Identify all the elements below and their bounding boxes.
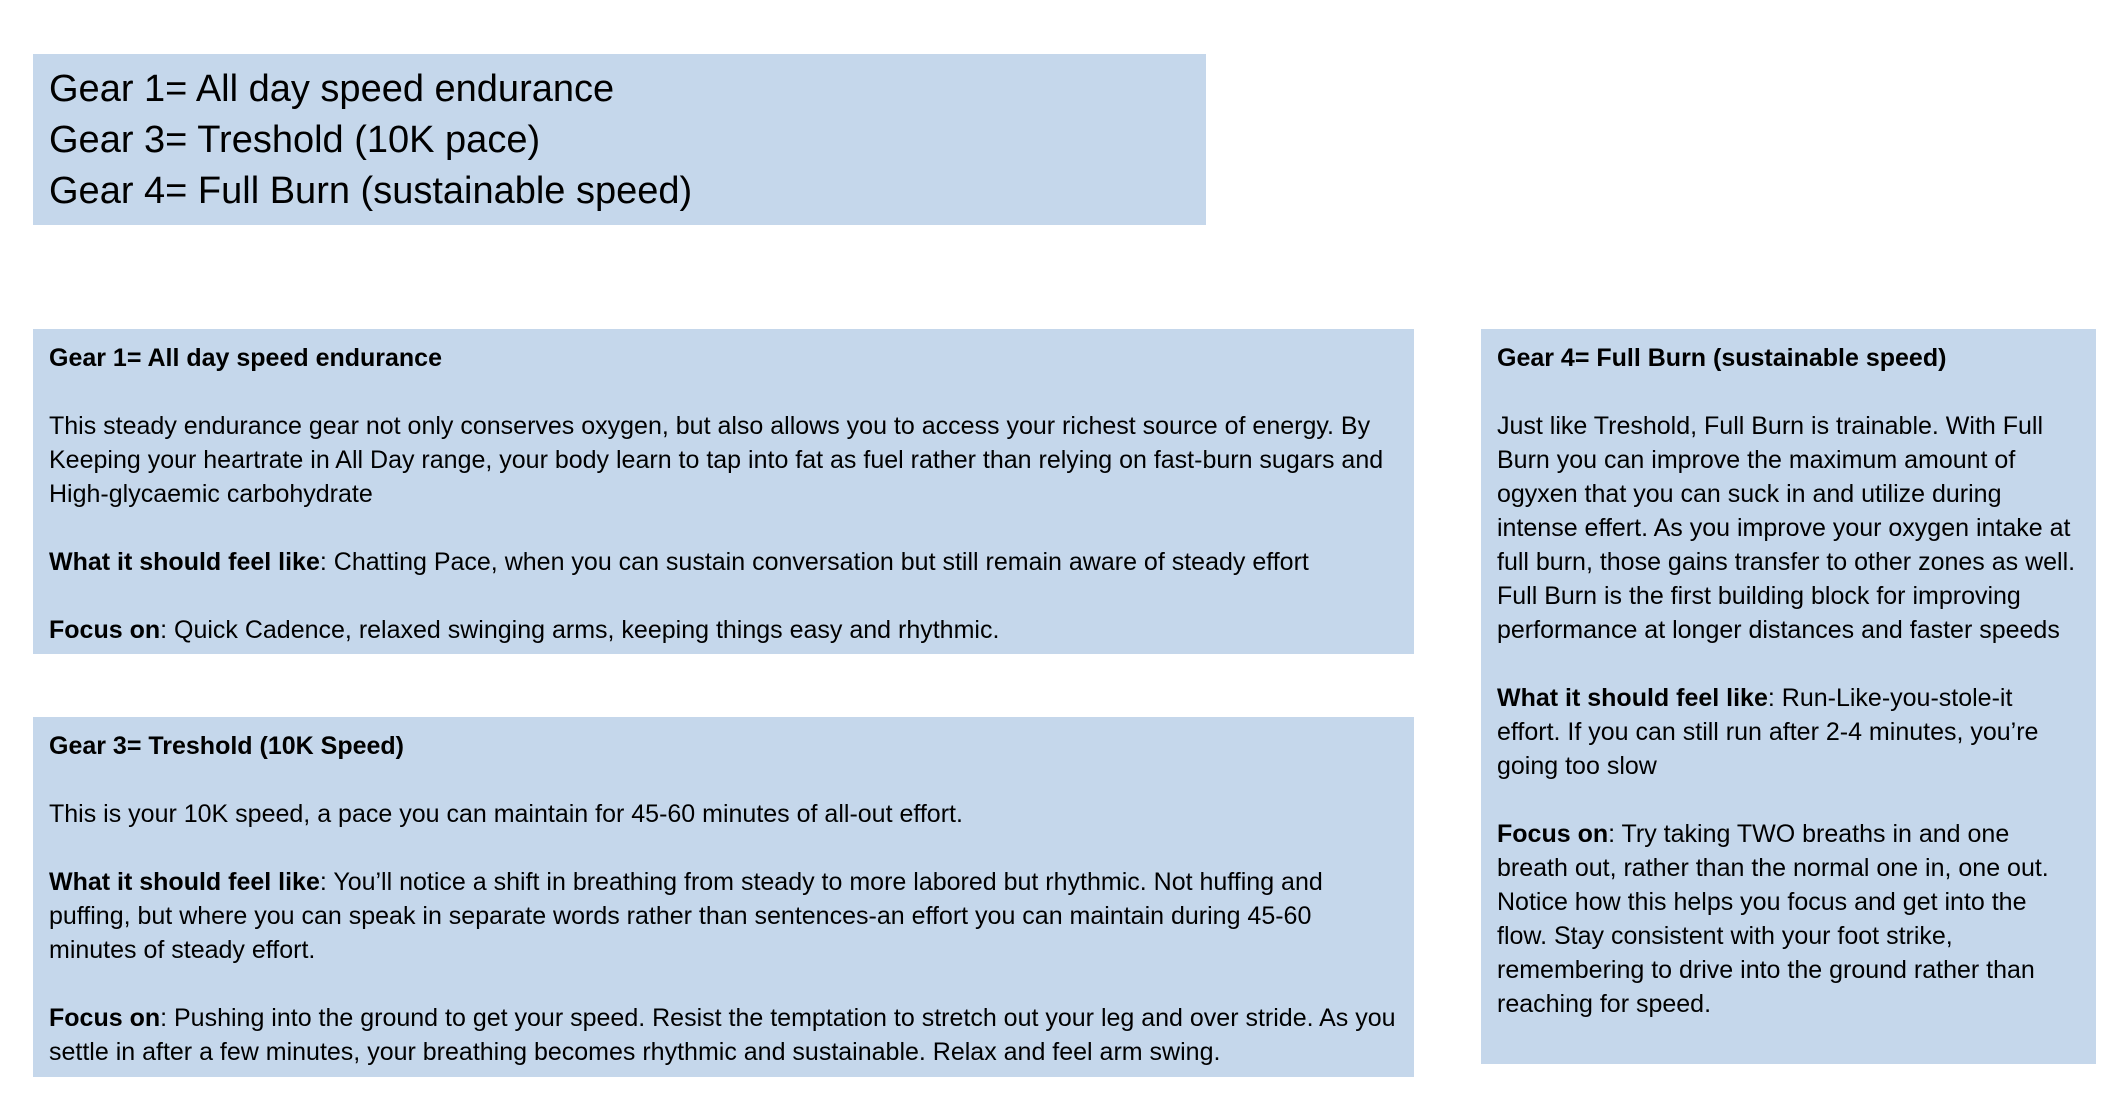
gear-4-focus [1497, 817, 2080, 1021]
gear-3-focus-label: Focus on [49, 1004, 161, 1032]
gear-3-feel [49, 865, 1398, 967]
gear-1-card [33, 329, 1414, 654]
gear-3-feel-label: What it should feel like [49, 868, 320, 896]
gear-1-title: Gear 1= All day speed endurance [49, 344, 442, 372]
gear-4-title: Gear 4= Full Burn (sustainable speed) [1497, 344, 1947, 372]
gear-1-description: This steady endurance gear not only conserves oxygen, but also allows you to access your richest source of energy. By Keeping your heartrate in All Day range, your body learn to tap into fat as fuel rather than relying on fast-burn sugars and High-glycaemic carbohydrate [49, 412, 1384, 508]
gear-3-card [33, 717, 1414, 1077]
gear-1-feel [49, 545, 1398, 579]
gear-4-focus-text: : Try taking TWO breaths in and one breath out, rather than the normal one in, one out. Notice how this helps you focus and get into the flow. Stay consistent with your foot strike, remembering to drive into the ground rather than reaching for speed. [1497, 820, 2049, 1018]
gear-3-feel-text: : You’ll notice a shift in breathing from steady to more labored but rhythmic. Not huffing and puffing, but where you can speak in separate words rather than sentences-an effort you can maintain during 45-60 minutes of steady effort. [49, 868, 1323, 964]
gear-4-feel [1497, 681, 2080, 783]
gear-3-title: Gear 3= Treshold (10K Speed) [49, 732, 404, 760]
summary-line-gear-4: Gear 4= Full Burn (sustainable speed) [49, 170, 693, 212]
gear-4-card [1481, 329, 2096, 1064]
gear-4-feel-text: : Run-Like-you-stole-it effort. If you can still run after 2-4 minutes, you’re going too slow [1497, 684, 2039, 780]
gear-summary-box [33, 54, 1206, 225]
summary-line-gear-1: Gear 1= All day speed endurance [49, 68, 615, 110]
gear-1-focus-text: : Quick Cadence, relaxed swinging arms, keeping things easy and rhythmic. [160, 616, 1000, 644]
gear-1-focus-label: Focus on [49, 616, 161, 644]
gear-1-focus [49, 613, 1398, 647]
gear-4-feel-label: What it should feel like [1497, 684, 1768, 712]
summary-line-gear-3: Gear 3= Treshold (10K pace) [49, 119, 541, 161]
gear-3-description: This is your 10K speed, a pace you can maintain for 45-60 minutes of all-out effort. [49, 800, 963, 828]
gear-1-feel-label: What it should feel like [49, 548, 320, 576]
gear-3-focus [49, 1001, 1398, 1069]
gear-1-feel-text: : Chatting Pace, when you can sustain conversation but still remain aware of steady effort [319, 548, 1309, 576]
gear-4-description: Just like Treshold, Full Burn is trainable. With Full Burn you can improve the maximum amount of ogyxen that you can suck in and utilize during intense effert. As you improve your oxygen intake at full burn, those gains transfer to other zones as well. Full Burn is the first building block for improving performance at longer distances and faster speeds [1497, 412, 2076, 644]
gear-3-focus-text: : Pushing into the ground to get your speed. Resist the temptation to stretch out your leg and over stride. As you settle in after a few minutes, your breathing becomes rhythmic and sustainable. Relax and feel arm swing. [49, 1004, 1396, 1066]
gear-4-focus-label: Focus on [1497, 820, 1609, 848]
